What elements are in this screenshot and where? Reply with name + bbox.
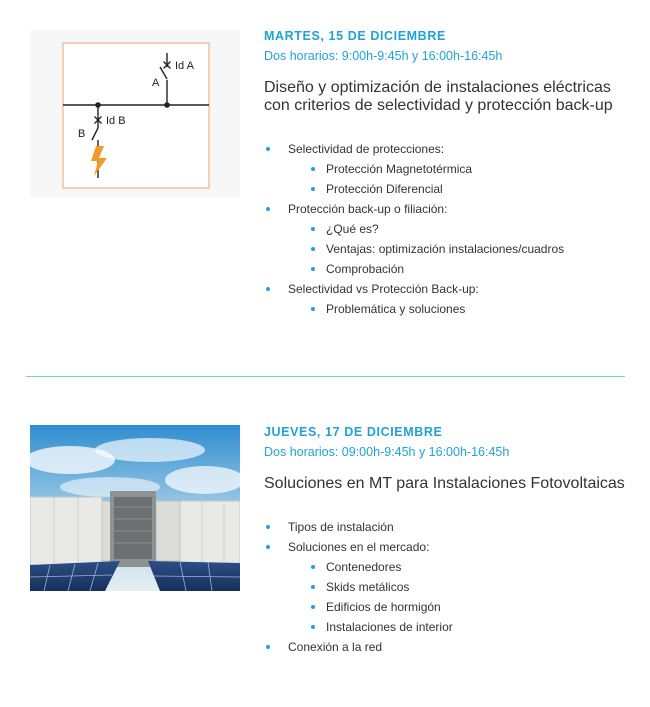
- event-1-text: [264, 29, 634, 319]
- list-item: Ventajas: optimización instalaciones/cuadros: [264, 239, 634, 259]
- list-item: ¿Qué es?: [264, 219, 634, 239]
- list-item: Skids metálicos: [264, 577, 634, 597]
- label-a: A: [152, 77, 160, 89]
- list-item: Protección Diferencial: [264, 179, 634, 199]
- list-item: Tipos de instalación: [264, 517, 634, 537]
- list-item: Comprobación: [264, 259, 634, 279]
- list-item: Protección back-up o filiación:: [264, 199, 634, 219]
- circuit-diagram-image: [30, 30, 240, 197]
- label-b: B: [78, 128, 86, 140]
- list-item: Contenedores: [264, 557, 634, 577]
- label-id-b: Id B: [106, 115, 126, 127]
- pv-substation-photo: [30, 425, 240, 591]
- event-2-text: [264, 425, 634, 657]
- list-item: Selectividad de protecciones:: [264, 139, 634, 159]
- event-date: JUEVES, 17 DE DICIEMBRE: [264, 425, 443, 439]
- event-hours: Dos horarios: 9:00h-9:45h y 16:00h-16:45h: [264, 49, 503, 63]
- section-divider: [26, 376, 625, 377]
- list-item: Conexión a la red: [264, 637, 634, 657]
- list-item: Soluciones en el mercado:: [264, 537, 634, 557]
- event-date: MARTES, 15 DE DICIEMBRE: [264, 29, 446, 43]
- list-item: Edificios de hormigón: [264, 597, 634, 617]
- list-item: Instalaciones de interior: [264, 617, 634, 637]
- photovoltaic-installation-image: [30, 425, 240, 591]
- selectivity-diagram: [30, 30, 240, 197]
- event-2: [0, 380, 650, 707]
- topic-list: [264, 139, 634, 319]
- list-item: Protección Magnetotérmica: [264, 159, 634, 179]
- list-item: Selectividad vs Protección Back-up:: [264, 279, 634, 299]
- topic-list: [264, 517, 634, 657]
- event-hours: Dos horarios: 09:00h-9:45h y 16:00h-16:45h: [264, 445, 510, 459]
- label-id-a: Id A: [175, 60, 194, 72]
- event-title: Soluciones en MT para Instalaciones Fotovoltaicas: [264, 475, 625, 492]
- list-item: Problemática y soluciones: [264, 299, 634, 319]
- event-title: Diseño y optimización de instalaciones eléctricas con criterios de selectividad y protección back-up: [264, 79, 613, 114]
